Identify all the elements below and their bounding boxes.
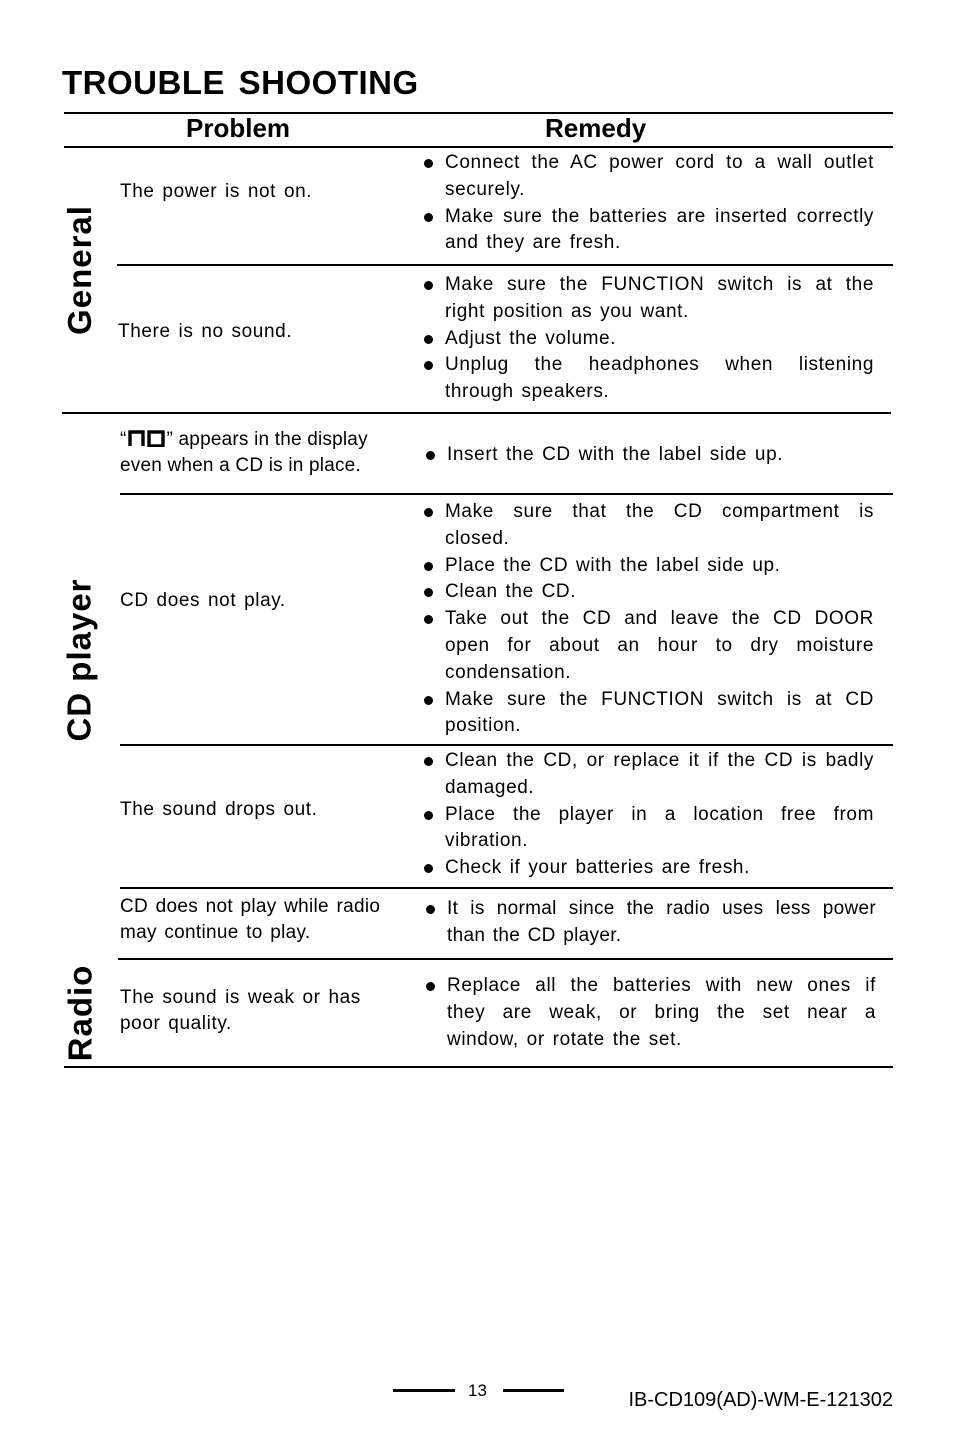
- remedy-item: Connect the AC power cord to a wall outlet securely.: [422, 150, 874, 204]
- page-title: TROUBLE SHOOTING: [62, 64, 419, 101]
- remedy-item: Replace all the batteries with new ones if they are weak, or bring the set near a window, or rotate the set.: [424, 973, 876, 1053]
- section-label-text: Radio: [61, 964, 99, 1062]
- problem-line: The sound is weak or has: [120, 987, 361, 1008]
- problem-text: The sound drops out.: [120, 799, 318, 820]
- problem-text: There is no sound.: [118, 321, 293, 342]
- remedy-item: It is normal since the radio uses less power than the CD player.: [424, 896, 876, 950]
- remedy-item: Adjust the volume.: [422, 326, 874, 353]
- remedy-item: Unplug the headphones when listening through speakers.: [422, 352, 874, 406]
- section-label-text: CD player: [61, 578, 98, 742]
- problem-text: [120, 427, 368, 479]
- row-divider: [120, 887, 893, 889]
- problem-line: CD does not play while radio: [120, 896, 381, 917]
- problem-line: [120, 427, 368, 453]
- remedy-list: [424, 442, 876, 469]
- remedy-item: Take out the CD and leave the CD DOOR open for about an hour to dry moisture condensation.: [422, 606, 874, 686]
- remedy-item: Insert the CD with the label side up.: [424, 442, 876, 469]
- remedy-list: [422, 150, 874, 257]
- section-label-text: General: [61, 205, 98, 335]
- table-bottom-rule: [64, 1066, 893, 1068]
- problem-column-header: Problem: [186, 113, 291, 143]
- document-id: IB-CD109(AD)-WM-E-121302: [628, 1389, 893, 1411]
- problem-line: even when a CD is in place.: [120, 455, 361, 476]
- remedy-item: Check if your batteries are fresh.: [422, 855, 874, 882]
- remedy-list: [424, 973, 876, 1053]
- remedy-item: Make sure that the CD compartment is closed.: [422, 499, 874, 553]
- remedy-item: Clean the CD, or replace it if the CD is badly damaged.: [422, 748, 874, 802]
- problem-text-after-glyph: ” appears in the display: [166, 429, 368, 450]
- remedy-item: Place the CD with the label side up.: [422, 553, 874, 580]
- remedy-list: [422, 748, 874, 882]
- remedy-item: Place the player in a location free from vibration.: [422, 802, 874, 856]
- problem-text: [120, 985, 361, 1037]
- remedy-item: Make sure the FUNCTION switch is at the right position as you want.: [422, 272, 874, 326]
- row-divider: [120, 744, 893, 746]
- section-divider: [118, 958, 893, 960]
- remedy-item: Make sure the batteries are inserted correctly and they are fresh.: [422, 204, 874, 258]
- remedy-list: [422, 499, 874, 740]
- page-number: 13: [468, 1381, 487, 1400]
- remedy-column-header: Remedy: [545, 113, 647, 143]
- remedy-list: [424, 896, 876, 950]
- row-divider: [120, 493, 893, 495]
- section-label-cd-player: [58, 560, 102, 760]
- open-quote: “: [120, 429, 127, 450]
- problem-text: The power is not on.: [120, 181, 313, 202]
- footer-rule-right: [503, 1389, 564, 1392]
- problem-line: may continue to play.: [120, 922, 311, 943]
- problem-text: [120, 894, 380, 946]
- footer-rule-left: [393, 1389, 455, 1392]
- remedy-item: Clean the CD.: [422, 579, 874, 606]
- remedy-list: [422, 272, 874, 406]
- header-bottom-rule: [64, 146, 893, 148]
- section-divider: [62, 412, 891, 414]
- remedy-item: Make sure the FUNCTION switch is at CD position.: [422, 687, 874, 741]
- section-label-general: [58, 170, 102, 370]
- seven-segment-no-display-glyph: [127, 427, 167, 447]
- row-divider: [117, 264, 893, 266]
- problem-text: CD does not play.: [120, 590, 286, 611]
- problem-line: poor quality.: [120, 1013, 232, 1034]
- section-label-radio: [58, 948, 102, 1078]
